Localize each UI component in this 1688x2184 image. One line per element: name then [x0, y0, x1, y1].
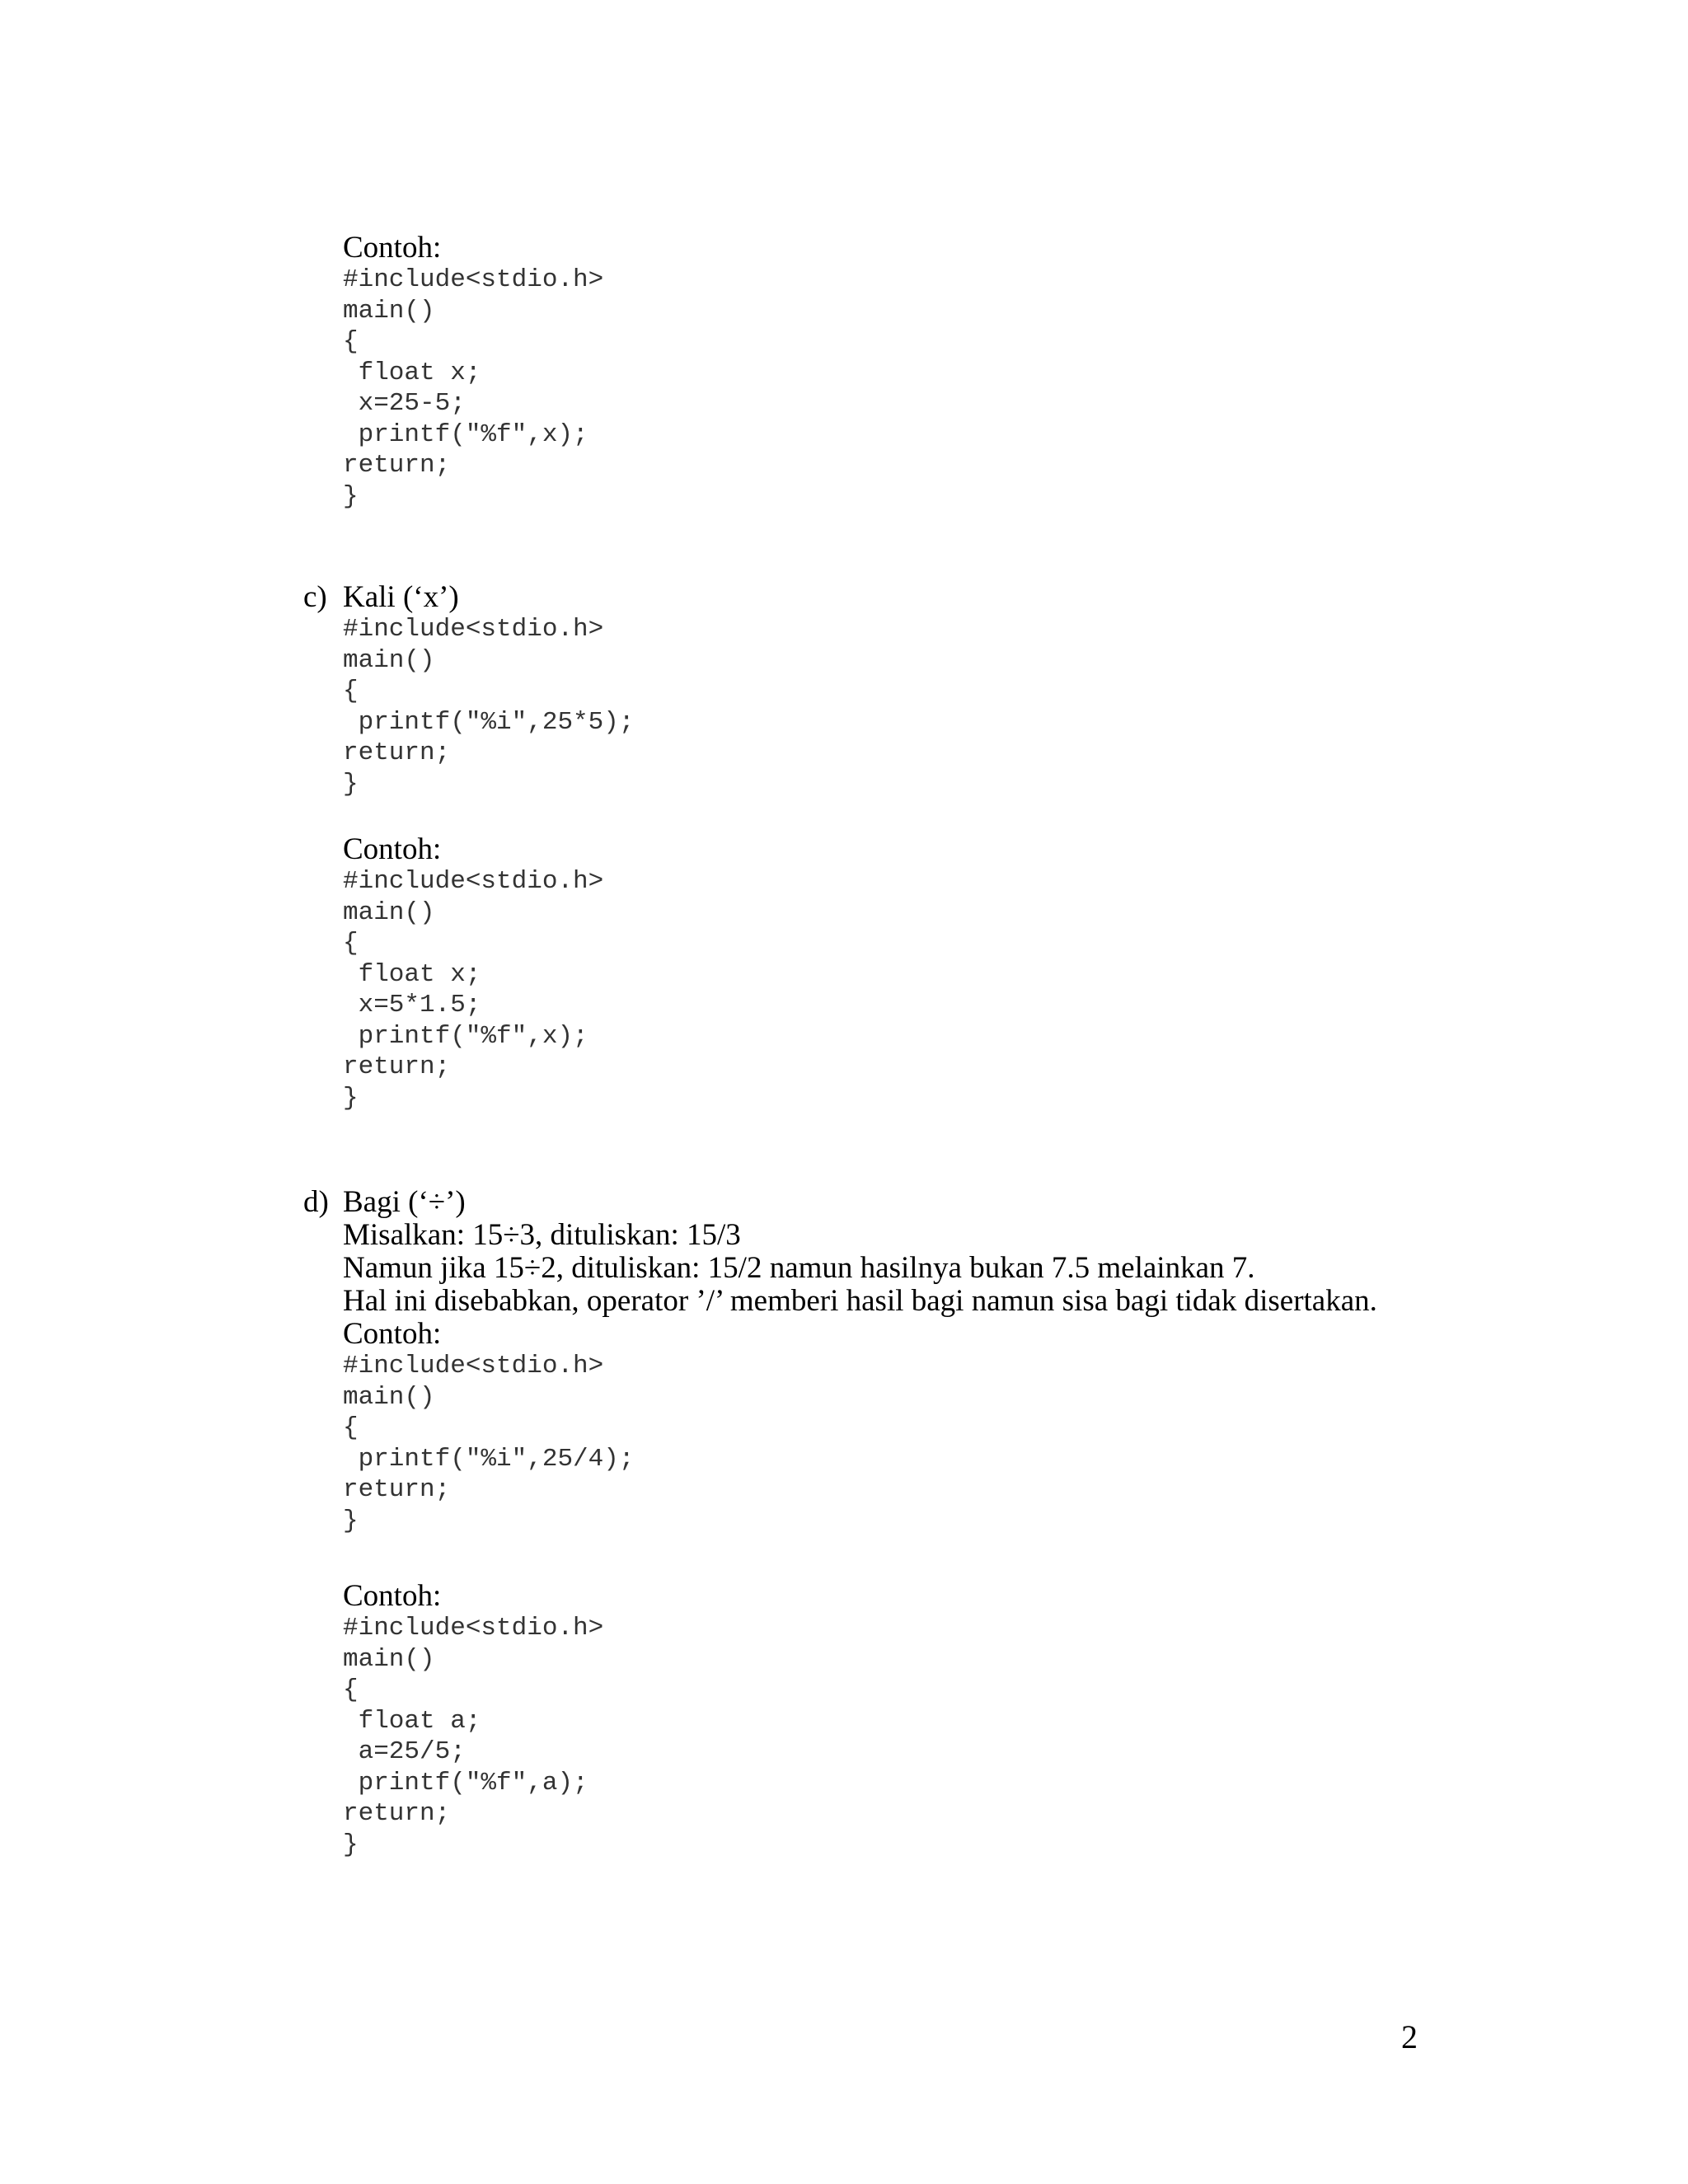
paragraph-line: Namun jika 15÷2, dituliskan: 15/2 namun hasilnya bukan 7.5 melainkan 7.	[343, 1251, 1255, 1285]
section-b-example	[343, 232, 603, 512]
code-block: #include<stdio.h> main() { float x; x=5*1.5; printf("%f",x); return; }	[343, 867, 604, 1113]
page-number: 2	[1401, 2018, 1418, 2055]
example-heading: Contoh:	[343, 1579, 442, 1613]
code-block: #include<stdio.h> main() { float x; x=25-5; printf("%f",x); return; }	[343, 265, 604, 511]
section-c	[303, 580, 635, 799]
section-d-example-2	[343, 1581, 603, 1860]
example-heading: Contoh:	[343, 231, 442, 265]
section-marker: c)	[303, 580, 327, 614]
paragraph-line: Misalkan: 15÷3, dituliskan: 15/3	[343, 1218, 741, 1252]
example-heading: Contoh:	[343, 832, 442, 866]
paragraph-line: Hal ini disebabkan, operator ’/’ memberi hasil bagi namun sisa bagi tidak disertakan.	[343, 1284, 1377, 1318]
section-c-example	[343, 834, 603, 1113]
example-heading: Contoh:	[343, 1317, 442, 1351]
section-marker: d)	[303, 1185, 329, 1219]
section-title: Kali (‘x’)	[343, 580, 459, 614]
section-d	[303, 1185, 1377, 1536]
code-block: #include<stdio.h> main() { printf("%i",25*5); return; }	[343, 615, 635, 799]
code-block: #include<stdio.h> main() { printf("%i",25/4); return; }	[343, 1352, 635, 1535]
code-block: #include<stdio.h> main() { float a; a=25/5; printf("%f",a); return; }	[343, 1614, 604, 1859]
section-title: Bagi (‘÷’)	[343, 1185, 466, 1219]
